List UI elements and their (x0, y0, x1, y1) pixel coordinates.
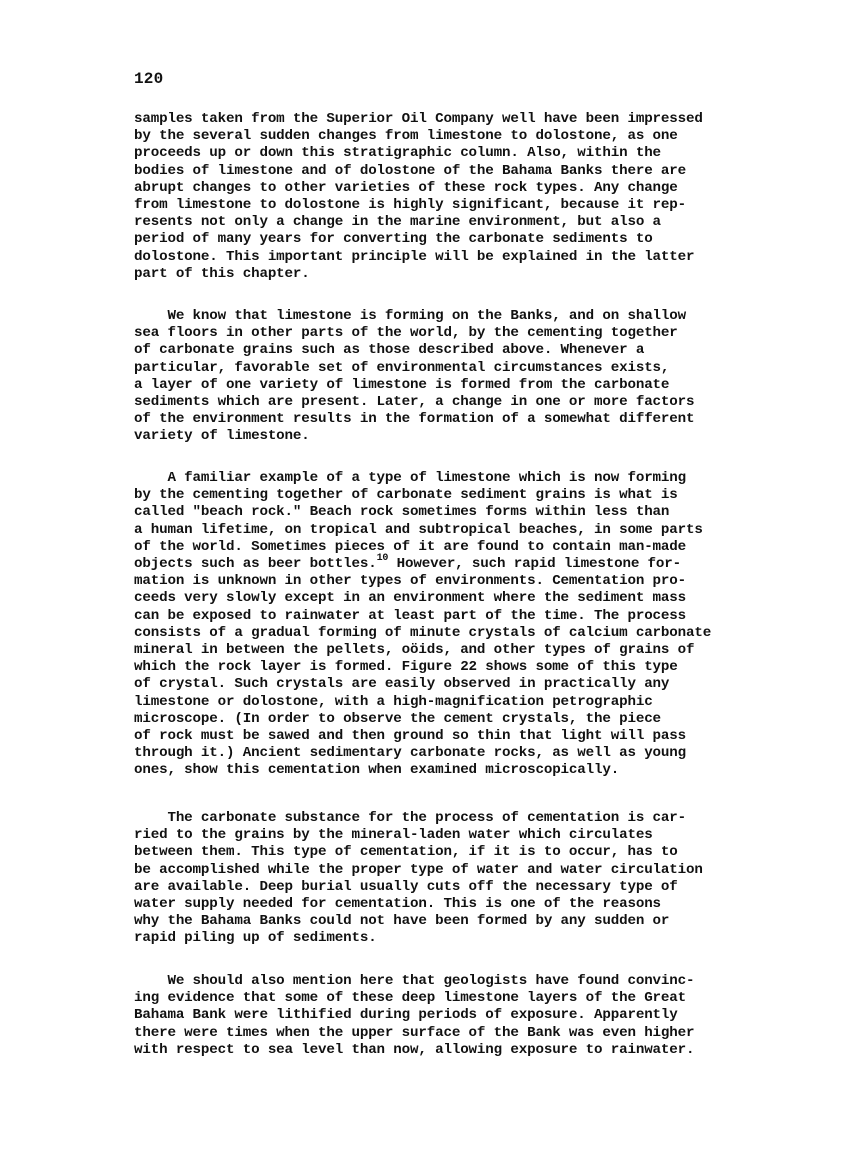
paragraph-2 (134, 308, 724, 446)
text-line-with-footnote (134, 553, 724, 573)
text-fragment: However, such rapid limestone for- (388, 556, 682, 573)
text-line: sediments which are present. Later, a change in one or more factors (134, 394, 695, 411)
text-line: of crystal. Such crystals are easily observed in practically any (134, 676, 670, 693)
page-number: 120 (134, 70, 164, 88)
paragraph-5 (134, 973, 724, 1059)
text-line: called "beach rock." Beach rock sometimes forms within less than (134, 504, 670, 521)
text-line: period of many years for converting the carbonate sediments to (134, 231, 653, 248)
text-line: rapid piling up of sediments. (134, 930, 377, 947)
text-line: microscope. (In order to observe the cement crystals, the piece (134, 710, 661, 727)
text-line: A familiar example of a type of limestone which is now forming (134, 470, 687, 486)
text-line: resents not only a change in the marine environment, but also a (134, 214, 661, 231)
text-line: by the several sudden changes from limestone to dolostone, as one (134, 128, 678, 145)
text-line: by the cementing together of carbonate sediment grains is what is (134, 487, 678, 504)
text-line: variety of limestone. (134, 428, 310, 445)
text-line: can be exposed to rainwater at least part of the time. The process (134, 607, 687, 624)
text-line: bodies of limestone and of dolostone of the Bahama Banks there are (134, 162, 687, 179)
text-line: mineral in between the pellets, oöids, and other types of grains of (134, 642, 695, 659)
text-fragment: objects such as beer bottles. (134, 556, 377, 573)
text-line: consists of a gradual forming of minute crystals of calcium carbonate (134, 624, 712, 641)
text-line: are available. Deep burial usually cuts off the necessary type of (134, 878, 678, 895)
paragraph-3 (134, 470, 724, 780)
text-line: mation is unknown in other types of environments. Cementation pro- (134, 573, 687, 590)
text-line: why the Bahama Banks could not have been formed by any sudden or (134, 913, 670, 930)
text-line: between them. This type of cementation, if it is to occur, has to (134, 844, 678, 861)
text-line: dolostone. This important principle will be explained in the latter (134, 248, 695, 265)
text-line: from limestone to dolostone is highly significant, because it rep- (134, 197, 687, 214)
text-line: of the world. Sometimes pieces of it are found to contain man-made (134, 538, 687, 555)
text-line: with respect to sea level than now, allowing exposure to rainwater. (134, 1041, 695, 1058)
text-line: The carbonate substance for the process of cementation is car- (134, 810, 687, 826)
text-line: water supply needed for cementation. This is one of the reasons (134, 896, 661, 913)
text-line: We should also mention here that geologists have found convinc- (134, 973, 695, 989)
text-line: of rock must be sawed and then ground so thin that light will pass (134, 728, 687, 745)
text-line: ones, show this cementation when examined microscopically. (134, 762, 620, 779)
text-line: a layer of one variety of limestone is formed from the carbonate (134, 376, 670, 393)
paragraph-1 (134, 111, 724, 283)
text-line: ing evidence that some of these deep limestone layers of the Great (134, 990, 687, 1007)
footnote-marker: 10 (376, 553, 389, 565)
text-line: ceeds very slowly except in an environment where the sediment mass (134, 590, 687, 607)
text-line: be accomplished while the proper type of water and water circulation (134, 861, 703, 878)
text-line: part of this chapter. (134, 265, 310, 282)
text-line: of carbonate grains such as those described above. Whenever a (134, 342, 645, 359)
text-line: We know that limestone is forming on the Banks, and on shallow (134, 308, 687, 324)
paragraph-4 (134, 810, 724, 948)
text-line: proceeds up or down this stratigraphic column. Also, within the (134, 145, 661, 162)
text-line: samples taken from the Superior Oil Company well have been impressed (134, 111, 703, 127)
text-line: through it.) Ancient sedimentary carbonate rocks, as well as young (134, 745, 687, 762)
text-line: of the environment results in the formation of a somewhat different (134, 411, 695, 428)
text-line: sea floors in other parts of the world, by the cementing together (134, 325, 678, 342)
text-line: which the rock layer is formed. Figure 22 shows some of this type (134, 659, 678, 676)
text-line: abrupt changes to other varieties of these rock types. Any change (134, 179, 678, 196)
text-line: a human lifetime, on tropical and subtropical beaches, in some parts (134, 521, 703, 538)
text-line: there were times when the upper surface of the Bank was even higher (134, 1024, 695, 1041)
text-line: ried to the grains by the mineral-laden water which circulates (134, 827, 653, 844)
text-line: limestone or dolostone, with a high-magnification petrographic (134, 693, 653, 710)
text-line: Bahama Bank were lithified during periods of exposure. Apparently (134, 1007, 678, 1024)
text-line: particular, favorable set of environmental circumstances exists, (134, 359, 670, 376)
